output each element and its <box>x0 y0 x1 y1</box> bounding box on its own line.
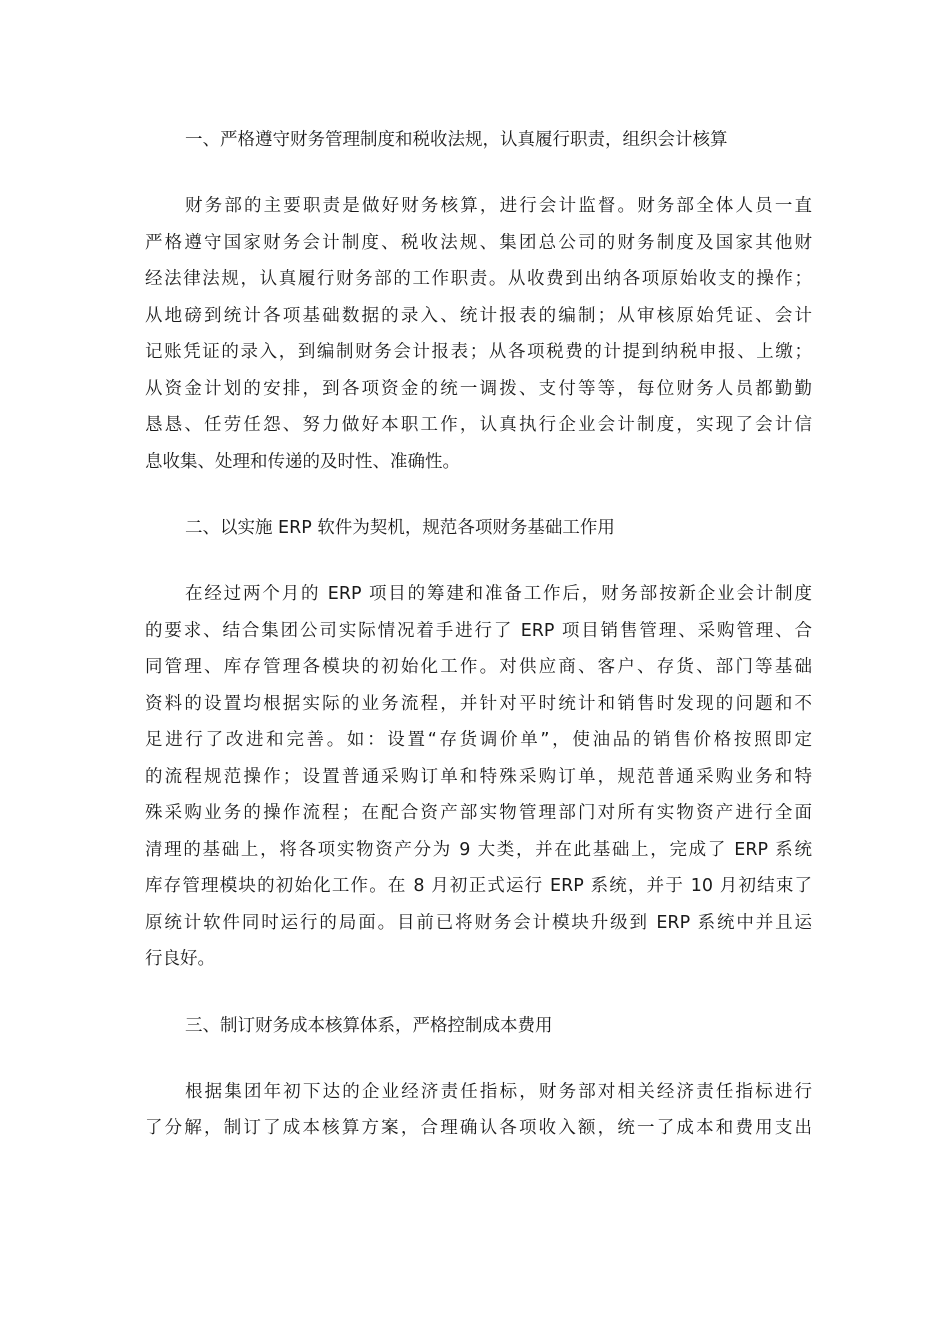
paragraph-line: 的流程规范操作；设置普通采购订单和特殊采购订单，规范普通采购业务和特 <box>145 766 812 787</box>
paragraph-line: 资料的设置均根据实际的业务流程，并针对平时统计和销售时发现的问题和不 <box>145 693 812 714</box>
paragraph-line: 了分解，制订了成本核算方案，合理确认各项收入额，统一了成本和费用支出 <box>145 1118 812 1138</box>
paragraph-line: 恳恳、任劳任怨、努力做好本职工作，认真执行企业会计制度，实现了会计信 <box>145 415 812 435</box>
paragraph-line: 同管理、库存管理各模块的初始化工作。对供应商、客户、存货、部门等基础 <box>145 657 812 677</box>
paragraph-line: 根据集团年初下达的企业经济责任指标，财务部对相关经济责任指标进行 <box>185 1081 812 1102</box>
section-3 <box>145 1008 812 1147</box>
paragraph-line: 清理的基础上，将各项实物资产分为 9 大类，并在此基础上，完成了 ERP 系统 <box>145 839 812 860</box>
document-body <box>145 122 812 1177</box>
paragraph-line: 息收集、处理和传递的及时性、准确性。 <box>145 451 460 472</box>
section-paragraph <box>145 576 812 978</box>
paragraph-line: 严格遵守国家财务会计制度、税收法规、集团总公司的财务制度及国家其他财 <box>145 232 812 253</box>
paragraph-line: 库存管理模块的初始化工作。在 8 月初正式运行 ERP 系统，并于 10 月初结束了 <box>145 876 812 896</box>
paragraph-line: 经法律法规，认真履行财务部的工作职责。从收费到出纳各项原始收支的操作； <box>145 269 812 289</box>
section-heading: 一、严格遵守财务管理制度和税收法规，认真履行职责，组织会计核算 <box>185 130 728 150</box>
paragraph-line: 从地磅到统计各项基础数据的录入、统计报表的编制；从审核原始凭证、会计 <box>145 305 812 326</box>
paragraph-line: 原统计软件同时运行的局面。目前已将财务会计模块升级到 ERP 系统中并且运 <box>145 912 812 933</box>
paragraph-line: 财务部的主要职责是做好财务核算，进行会计监督。财务部全体人员一直 <box>185 196 812 216</box>
paragraph-line: 行良好。 <box>145 949 215 969</box>
section-2 <box>145 510 812 978</box>
paragraph-line: 足进行了改进和完善。如：设置“存货调价单”，使油品的销售价格按照即定 <box>145 730 812 750</box>
paragraph-line: 在经过两个月的 ERP 项目的筹建和准备工作后，财务部按新企业会计制度 <box>185 584 812 604</box>
paragraph-line: 殊采购业务的操作流程；在配合资产部实物管理部门对所有实物资产进行全面 <box>145 803 812 823</box>
section-paragraph <box>145 188 812 480</box>
paragraph-line: 记账凭证的录入，到编制财务会计报表；从各项税费的计提到纳税申报、上缴； <box>145 342 812 362</box>
section-1 <box>145 122 812 480</box>
section-heading: 三、制订财务成本核算体系，严格控制成本费用 <box>185 1015 553 1036</box>
paragraph-line: 从资金计划的安排，到各项资金的统一调拨、支付等等，每位财务人员都勤勤 <box>145 378 812 399</box>
section-heading: 二、以实施 ERP 软件为契机，规范各项财务基础工作用 <box>185 518 615 538</box>
section-paragraph <box>145 1074 812 1147</box>
paragraph-line: 的要求、结合集团公司实际情况着手进行了 ERP 项目销售管理、采购管理、合 <box>145 620 812 641</box>
